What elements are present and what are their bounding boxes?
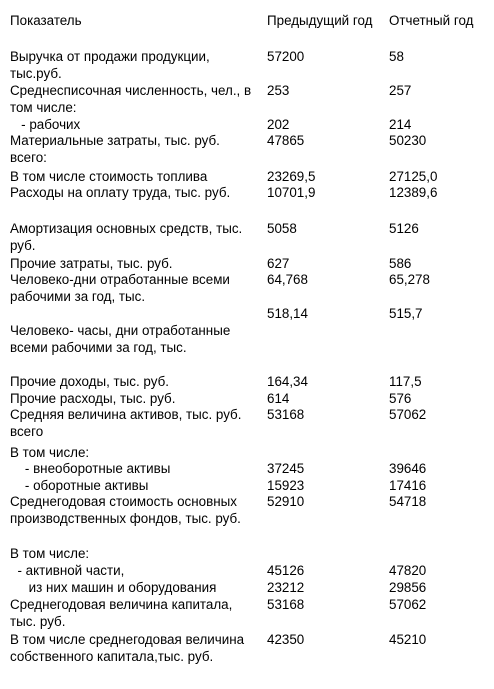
row-previous-value: 614 [267, 391, 290, 406]
row-label: Среднегодовая стоимость основных производственных фондов, тыс. руб. [10, 494, 241, 526]
row-label: В том числе среднегодовая величина собственного капитала,тыс. руб. [10, 632, 248, 664]
row-current-value: 214 [389, 117, 412, 132]
row-current-value: 586 [389, 256, 412, 271]
row-current-value: 50230 [389, 133, 427, 148]
header-previous-year: Предыдущий год [267, 13, 373, 28]
row-current-value: 45210 [389, 632, 427, 647]
row-current-value: 57062 [389, 407, 427, 422]
row-previous-value: 64,768 [267, 272, 308, 287]
row-label: Среднесписочная численность, чел., в том числе: [10, 83, 255, 115]
row-label: В том числе: [10, 546, 90, 561]
header-indicator: Показатель [10, 13, 82, 28]
row-previous-value: 53168 [267, 597, 305, 612]
row-label: - оборотные активы [10, 478, 149, 493]
row-label: Прочие затраты, тыс. руб. [10, 256, 173, 271]
row-previous-value: 53168 [267, 407, 305, 422]
row-previous-value: 45126 [267, 563, 305, 578]
row-previous-value: 52910 [267, 494, 305, 509]
row-previous-value: 202 [267, 117, 290, 132]
row-current-value: 65,278 [389, 272, 430, 287]
row-label: Человеко- часы, дни отработанные всеми рабочими за год, тыс. [10, 323, 235, 355]
row-previous-value: 518,14 [267, 306, 308, 321]
row-current-value: 47820 [389, 563, 427, 578]
row-label: Человеко-дни отработанные всеми рабочими за год, тыс. [10, 272, 234, 304]
row-previous-value: 15923 [267, 478, 305, 493]
row-previous-value: 10701,9 [267, 185, 316, 200]
row-label: Прочие доходы, тыс. руб. [10, 374, 169, 389]
row-current-value: 117,5 [389, 374, 422, 389]
row-label: В том числе: [10, 445, 90, 460]
row-previous-value: 57200 [267, 49, 305, 64]
row-previous-value: 627 [267, 256, 290, 271]
row-label: Средняя величина активов, тыс. руб. всего [10, 407, 246, 439]
row-label: Материальные затраты, тыс. руб. всего: [10, 133, 224, 165]
row-current-value: 12389,6 [389, 185, 438, 200]
row-previous-value: 164,34 [267, 374, 308, 389]
row-current-value: 576 [389, 391, 412, 406]
row-current-value: 39646 [389, 461, 427, 476]
row-current-value: 5126 [389, 221, 419, 236]
row-previous-value: 253 [267, 83, 290, 98]
row-previous-value: 37245 [267, 461, 305, 476]
row-label: - внеоборотные активы [10, 461, 171, 476]
row-current-value: 257 [389, 83, 412, 98]
row-current-value: 58 [389, 49, 404, 64]
row-current-value: 29856 [389, 580, 427, 595]
row-label: Расходы на оплату труда, тыс. руб. [10, 185, 231, 200]
row-previous-value: 47865 [267, 133, 305, 148]
row-label: - активной части, [10, 563, 125, 578]
row-label: - рабочих [10, 117, 81, 132]
row-label: Среднегодовая величина капитала, тыс. руб. [10, 597, 237, 629]
row-current-value: 515,7 [389, 306, 423, 321]
row-current-value: 57062 [389, 597, 427, 612]
row-previous-value: 42350 [267, 632, 305, 647]
row-label: Прочие расходы, тыс. руб. [10, 391, 176, 406]
row-label: В том числе стоимость топлива [10, 169, 208, 184]
row-previous-value: 23269,5 [267, 169, 316, 184]
row-label: Выручка от продажи продукции, тыс.руб. [10, 49, 214, 81]
row-previous-value: 23212 [267, 580, 305, 595]
header-current-year: Отчетный год [389, 13, 474, 28]
row-previous-value: 5058 [267, 221, 297, 236]
row-current-value: 54718 [389, 494, 427, 509]
row-current-value: 17416 [389, 478, 427, 493]
row-current-value: 27125,0 [389, 169, 438, 184]
row-label: из них машин и оборудования [10, 580, 217, 595]
row-label: Амортизация основных средств, тыс. руб. [10, 221, 246, 253]
